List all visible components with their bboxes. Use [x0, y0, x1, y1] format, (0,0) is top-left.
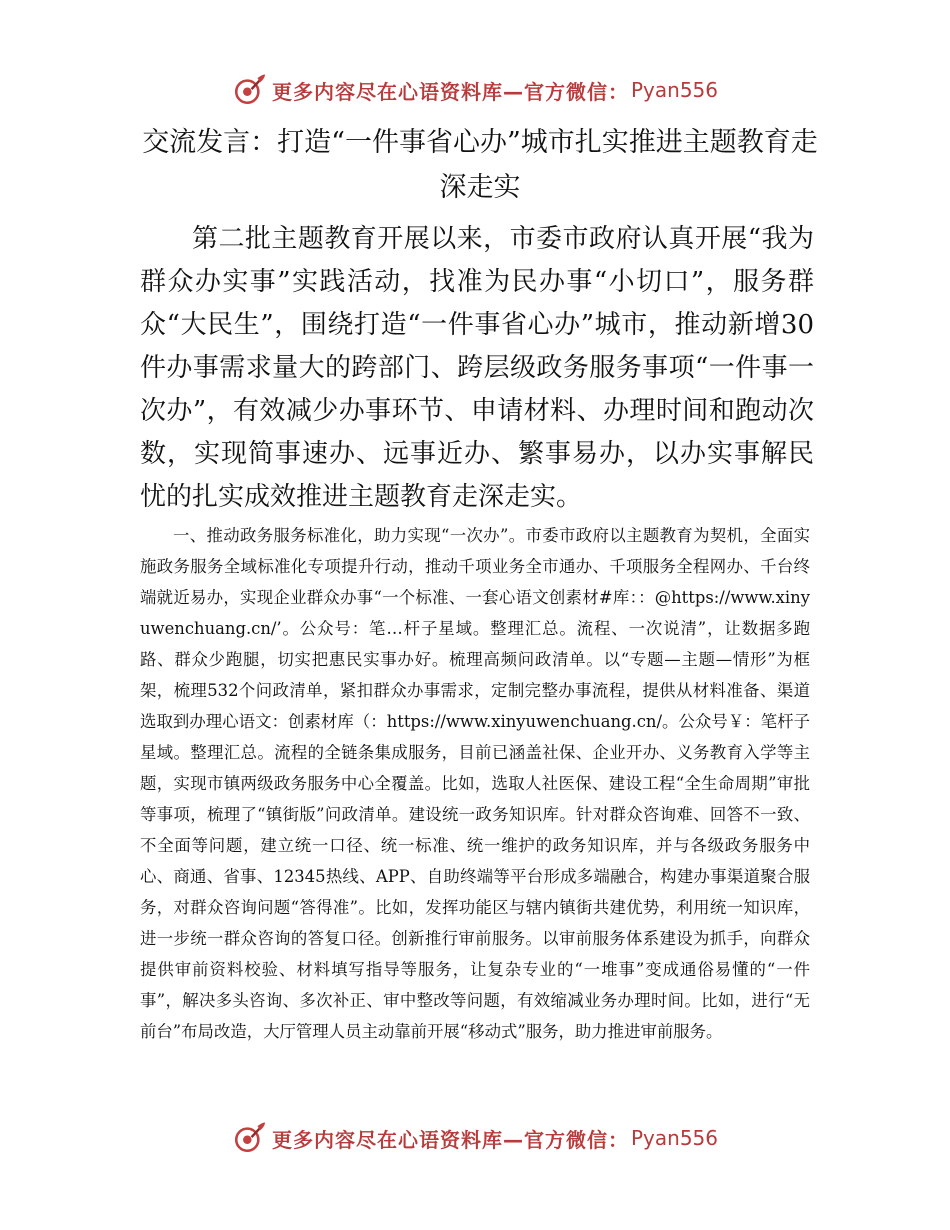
footer-banner — [0, 1118, 950, 1158]
header-banner — [0, 70, 950, 110]
document-title: 交流发言：打造“一件事省心办”城市扎实推进主题教育走深走实 — [142, 127, 818, 203]
banner-wechat-account: Pyan556 — [630, 78, 718, 102]
quill-pen-logo-icon — [232, 73, 266, 107]
banner-slogan: 更多内容尽在心语资料库—官方微信： — [271, 1127, 629, 1152]
quill-pen-logo-icon — [232, 1121, 266, 1155]
intro-paragraph: 第二批主题教育开展以来，市委市政府认真开展“我为群众办实事”实践活动，找准为民办事“小切口”，服务群众“大民生”，围绕打造“一件事省心办”城市，推动新增30件办事需求量大的跨部门、跨层级政务服务事项“一件事一次办”，有效减少办事环节、申请材料、办理时间和跑动次数，实现简事速办、远事近办、繁事易办，以办实事解民忧的扎实成效推进主题教育走深走实。 — [140, 224, 814, 512]
section-1-paragraph: 一、推动政务服务标准化，助力实现“一次办”。市委市政府以主题教育为契机，全面实施政务服务全域标准化专项提升行动，推动千项业务全市通办、千项服务全程网办、千台终端就近易办，实现企业群众办事“一个标准、一套心语文创素材#库：：@https://www.xinyuwenchuang.cn/’。公众号：笔…杆子星域。整理汇总。流程、一次说清”，让数据多跑路、群众少跑腿，切实把惠民实事办好。梳理高频问政清单。以“专题—主题—情形”为框架，梳理532个问政清单，紧扣群众办事需求，定制完整办事流程，提供从材料准备、渠道选取到办理心语文：创素材库（：https://www.xinyuwenchuang.cn/。公众号￥：笔杆子星域。整理汇总。流程的全链条集成服务，目前已涵盖社保、企业开办、义务教育入学等主题，实现市镇两级政务服务中心全覆盖。比如，选取人社医保、建设工程“全生命周期”审批等事项，梳理了“镇街版”问政清单。建设统一政务知识库。针对群众咨询难、回答不一致、不全面等问题，建立统一口径、统一标准、统一维护的政务知识库，并与各级政务服务中心、商通、省事、12345热线、APP、自助终端等平台形成多端融合，构建办事渠道聚合服务，对群众咨询问题“答得准”。比如，发挥功能区与辖内镇街共建优势，利用统一知识库，进一步统一群众咨询的答复口径。创新推行审前服务。以审前服务体系建设为抓手，向群众提供审前资料校验、材料填写指导等服务，让复杂专业的“一堆事”变成通俗易懂的“一件事”，解决多头咨询、多次补正、审中整改等问题，有效缩减业务办理时间。比如，进行“无前台”布局改造，大厅管理人员主动靠前开展“移动式”服务，助力推进审前服务。 — [140, 526, 810, 1041]
banner-slogan: 更多内容尽在心语资料库—官方微信： — [271, 79, 629, 104]
banner-wechat-account: Pyan556 — [630, 1126, 718, 1150]
